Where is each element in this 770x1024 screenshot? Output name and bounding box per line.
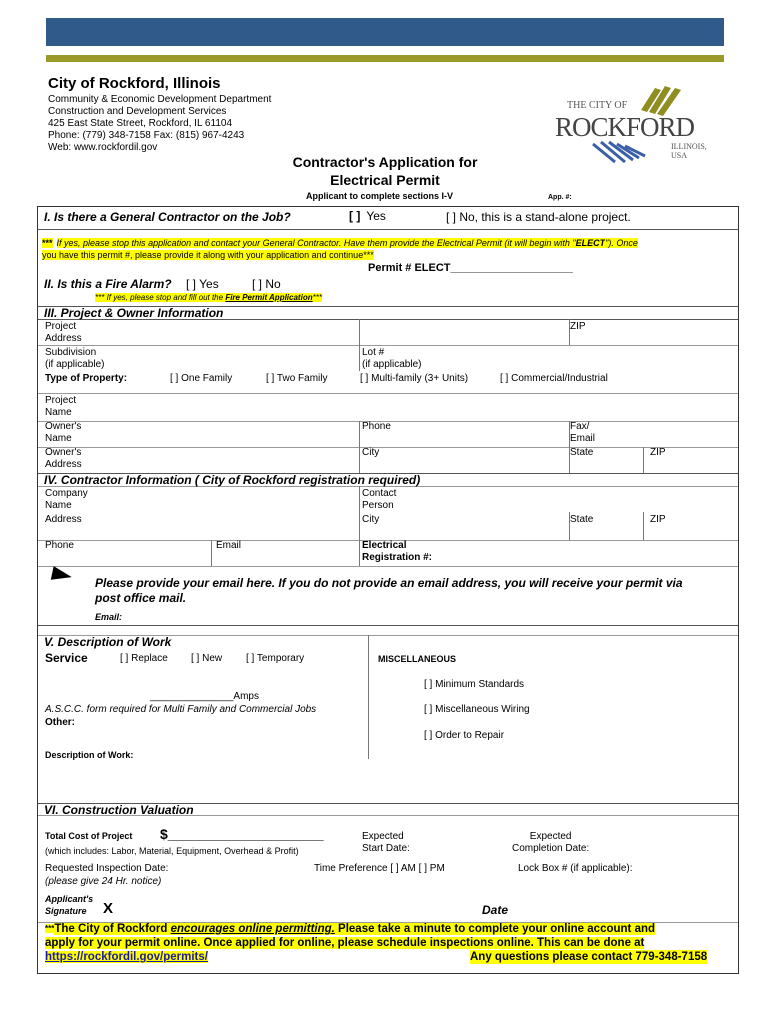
section-1-heading: I. Is there a General Contractor on the Job?: [44, 210, 291, 224]
expected-start-line2: Start Date:: [362, 843, 410, 854]
service-temporary-checkbox[interactable]: [ ] Temporary: [246, 653, 305, 664]
company-text: Company: [45, 488, 88, 499]
multi-family-checkbox[interactable]: [ ] Multi-family (3+ Units): [360, 373, 469, 384]
gc-note-stars: ***: [42, 238, 53, 248]
applicant-note: Applicant to complete sections I-V: [306, 191, 454, 201]
lockbox-label[interactable]: Lock Box # (if applicable):: [518, 863, 633, 874]
address-label: Address: [45, 333, 82, 344]
notice-note: (please give 24 Hr. notice): [45, 876, 162, 887]
email-note-line1: Please provide your email here. If you do not provide an email address, you will receive your permit via: [95, 576, 683, 590]
logo-line2: ROCKFORD: [555, 112, 695, 142]
service-label: Service: [45, 651, 88, 665]
owner-city-label[interactable]: City: [362, 447, 380, 458]
contractor-phone-label[interactable]: Phone: [45, 540, 74, 551]
commercial-checkbox[interactable]: [ ] Commercial/Industrial: [500, 373, 608, 384]
expected-start-label[interactable]: [362, 831, 410, 855]
company-name-text: Name: [45, 500, 72, 511]
signature-field[interactable]: X: [103, 900, 114, 917]
date-field-label[interactable]: Date: [482, 903, 509, 917]
section-5-heading: V. Description of Work: [44, 635, 172, 649]
dept-line: Community & Economic Development Department: [48, 94, 272, 105]
section-6-heading: VI. Construction Valuation: [44, 803, 194, 817]
owner-state-label[interactable]: State: [570, 447, 594, 458]
owners-address-label[interactable]: [45, 447, 82, 471]
owners-name-label[interactable]: [45, 421, 81, 445]
permits-link[interactable]: https://rockfordil.gov/permits/: [45, 951, 208, 963]
gc-note: [42, 237, 732, 261]
one-family-checkbox[interactable]: [ ] One Family: [170, 373, 233, 384]
footer-line2: apply for your permit online. Once applied for online, please schedule inspections online. This can be done at: [45, 937, 645, 949]
electrical-registration-label[interactable]: [362, 540, 432, 564]
section-3-heading: III. Project & Owner Information: [44, 306, 224, 320]
description-label[interactable]: Description of Work:: [45, 750, 134, 760]
lot-text: Lot #: [362, 347, 385, 358]
project-name-line1: Project: [45, 395, 77, 406]
ascc-note: A.S.C.C. form required for Multi Family and Commercial Jobs: [45, 704, 317, 715]
app-number-label: App. #:: [548, 194, 572, 201]
section-4-heading: IV. Contractor Information ( City of Rockford registration required): [44, 473, 421, 487]
fire-note: [95, 293, 322, 302]
order-repair-checkbox[interactable]: [ ] Order to Repair: [424, 730, 505, 741]
email-text: Email: [570, 433, 596, 444]
property-type-label: Type of Property:: [45, 373, 128, 384]
owners-name-line1: Owner's: [45, 421, 82, 432]
city-title: City of Rockford, Illinois: [48, 75, 221, 92]
contractor-address-label[interactable]: Address: [45, 514, 82, 525]
fire-no-checkbox[interactable]: [ ] No: [252, 277, 281, 291]
owner-zip-label[interactable]: ZIP: [650, 447, 666, 458]
footer-line1-b: Please take a minute to complete your online account and: [334, 923, 656, 935]
project-name-label[interactable]: [45, 395, 76, 419]
project-address-label[interactable]: [45, 321, 82, 345]
expected-start-line1: Expected: [362, 831, 404, 842]
division-line: Construction and Development Services: [48, 106, 227, 117]
form-title-line2: Electrical Permit: [330, 172, 440, 188]
misc-wiring-checkbox[interactable]: [ ] Miscellaneous Wiring: [424, 704, 530, 715]
service-replace-checkbox[interactable]: [ ] Replace: [120, 653, 168, 664]
header-blue-bar: [46, 18, 724, 46]
expected-completion-label[interactable]: [512, 831, 589, 855]
owner-fax-email-label[interactable]: [570, 421, 595, 445]
header-olive-bar: [46, 55, 724, 62]
footer-stars: ***: [45, 924, 55, 933]
contractor-city-label[interactable]: City: [362, 514, 380, 525]
gc-note-elect: ELECT: [575, 238, 606, 248]
electrical-text: Electrical: [362, 540, 407, 551]
project-zip-label[interactable]: ZIP: [570, 321, 586, 332]
lot-label[interactable]: [362, 347, 421, 371]
permit-elect-field[interactable]: Permit # ELECT____________________: [368, 262, 573, 274]
signature-label-line1: Applicant's: [45, 894, 94, 904]
gc-yes-checkbox[interactable]: [ ] Yes: [349, 209, 386, 223]
contractor-state-label[interactable]: State: [570, 514, 594, 525]
signature-label: [45, 893, 93, 917]
cost-includes-note: (which includes: Labor, Material, Equipment, Overhead & Profit): [45, 846, 299, 856]
gc-note-3: you have this permit #, please provide it along with your application and continue***: [42, 250, 374, 260]
other-label[interactable]: Other:: [45, 717, 75, 728]
gc-no-checkbox[interactable]: [ ] No, this is a stand-alone project.: [446, 210, 631, 224]
email-field-label[interactable]: Email:: [95, 612, 123, 622]
total-cost-label: Total Cost of Project: [45, 831, 133, 841]
section-2-heading: II. Is this a Fire Alarm?: [44, 277, 172, 291]
contractor-email-label[interactable]: Email: [216, 540, 242, 551]
fire-yes-checkbox[interactable]: [ ] Yes: [186, 277, 219, 291]
project-name-line2: Name: [45, 407, 72, 418]
inspection-date-label[interactable]: Requested Inspection Date:: [45, 863, 169, 874]
owners-address-line2: Address: [45, 459, 82, 470]
lot-if-app: (if applicable): [362, 359, 422, 370]
company-name-label[interactable]: [45, 488, 88, 512]
rockford-logo: [553, 82, 723, 172]
misc-heading: MISCELLANEOUS: [378, 654, 457, 664]
subdivision-text: Subdivision: [45, 347, 97, 358]
project-label: Project: [45, 321, 77, 332]
web-line: Web: www.rockfordil.gov: [48, 142, 158, 153]
time-preference-checkboxes[interactable]: Time Preference [ ] AM [ ] PM: [314, 863, 445, 874]
signature-label-line2: Signature: [45, 906, 87, 916]
subdivision-label[interactable]: [45, 347, 104, 371]
fax-text: Fax/: [570, 421, 590, 432]
expected-completion-line2: Completion Date:: [512, 843, 590, 854]
email-note: [95, 576, 735, 606]
contact-person-label[interactable]: [362, 488, 396, 512]
minimum-standards-checkbox[interactable]: [ ] Minimum Standards: [424, 679, 525, 690]
person-text: Person: [362, 500, 394, 511]
footer-encourages: encourages online permitting.: [170, 923, 335, 935]
phone-line: Phone: (779) 348-7158 Fax: (815) 967-4243: [48, 130, 245, 141]
footer-contact: Any questions please contact 779-348-7158: [470, 951, 708, 963]
gc-note-2: "). Once: [605, 238, 638, 248]
fire-permit-link[interactable]: Fire Permit Application: [225, 293, 313, 302]
contact-text: Contact: [362, 488, 397, 499]
footer-line1-a: The City of Rockford: [54, 923, 171, 935]
logo-line3: ILLINOIS, USA: [671, 142, 707, 160]
form-title: [230, 153, 540, 189]
fire-note-b: ***: [312, 293, 322, 302]
amps-field[interactable]: _______________Amps: [150, 691, 259, 702]
owners-address-line1: Owner's: [45, 447, 82, 458]
email-note-line2: post office mail.: [95, 591, 187, 605]
total-cost-field[interactable]: $____________________: [160, 826, 324, 842]
address-line: 425 East State Street, Rockford, IL 61104: [48, 118, 232, 129]
service-new-checkbox[interactable]: [ ] New: [191, 653, 223, 664]
subdivision-if-app: (if applicable): [45, 359, 105, 370]
expected-completion-line1: Expected: [529, 831, 572, 842]
registration-text: Registration #:: [362, 552, 433, 563]
online-permitting-note: [45, 922, 735, 964]
gc-note-1: If yes, please stop this application and contact your General Contractor. Have them provide the Electrical Permit (it will begin with ": [56, 238, 576, 248]
fire-note-a: *** If yes, please stop and fill out the: [95, 293, 226, 302]
owner-phone-label[interactable]: Phone: [362, 421, 391, 432]
two-family-checkbox[interactable]: [ ] Two Family: [266, 373, 328, 384]
contractor-zip-label[interactable]: ZIP: [650, 514, 666, 525]
logo-line1: THE CITY OF: [567, 100, 628, 111]
owners-name-line2: Name: [45, 433, 72, 444]
form-title-line1: Contractor's Application for: [292, 154, 478, 170]
